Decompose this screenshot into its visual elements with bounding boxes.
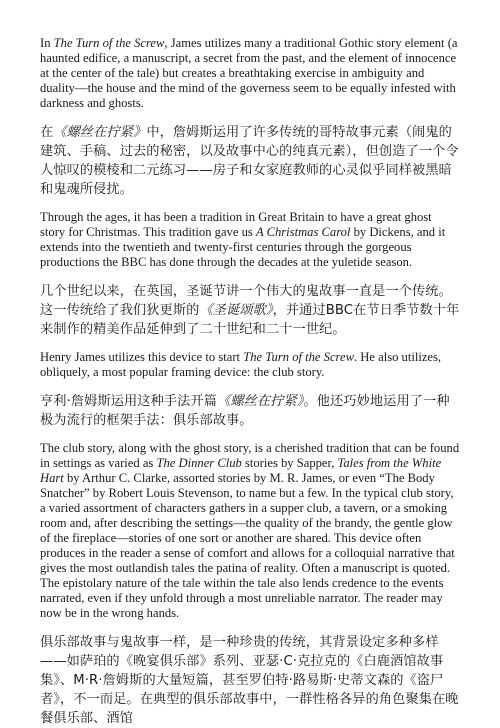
book-title: The Turn of the Screw (53, 36, 165, 50)
text-run: . He also utilizes, obliquely, a most popular framing device: the club story. (40, 350, 442, 379)
text-run: stories by Sapper, (241, 456, 338, 470)
paragraph-en-1 (40, 36, 460, 111)
paragraph-en-2 (40, 210, 460, 270)
paragraph-zh-4: 俱乐部故事与鬼故事一样，是一种珍贵的传统，其背景设定多种多样——如萨珀的《晚宴俱乐部》系列、亚瑟·C·克拉克的《白鹿酒馆故事集》、M·R·詹姆斯的大量短篇，甚至罗伯特·路易斯·史蒂文森的《盗尸者》，不一而足。在典型的俱乐部故事中，一群性格各异的角色聚集在晚餐俱乐部、酒馆 (40, 635, 459, 726)
text-run: Through the ages, it has been a tradition in Great Britain to have a great ghost story for Christmas. This tradition gave us (40, 210, 432, 239)
book-title: The Turn of the Screw (243, 350, 354, 364)
book-title: 《圣诞颂歌》 (199, 303, 273, 318)
text-run: The club story, along with the ghost story, is a cherished tradition that can be found in settings as varied as (40, 441, 460, 470)
book-title: A Christmas Carol (255, 225, 351, 239)
text-run: ，并通过BBC在节日季节数十年来制作的精美作品延伸到了二十世纪和二十一世纪。 (40, 303, 460, 337)
book-title: 《螺丝在拧紧》 (217, 394, 304, 409)
book-title: The Dinner Club (156, 456, 242, 470)
text-run: by Dickens, and it extends into the twentieth and twenty-first centuries through the gorgeous productions the BBC has done through the decades at the yuletide season. (40, 225, 446, 269)
text-run: Henry James utilizes this device to start (40, 350, 244, 364)
paragraph-en-4 (40, 441, 460, 621)
paragraph-zh-1 (40, 123, 460, 199)
text-run: 几个世纪以来，在英国，圣诞节讲一个伟大的鬼故事一直是一个传统。这一传统给了我们狄更斯的 (40, 284, 452, 318)
text-run: , James utilizes many a traditional Gothic story element (a haunted edifice, a manuscript, a secret from the past, and the element of innocence at the center of the tale) but creates a breathtaking exercise in ambiguity and duality—the house and the mind of the governess seem to be equally infested with darkness and ghosts. (40, 36, 458, 110)
book-title: Tales from the White Hart (40, 456, 442, 485)
paragraph-en-3 (40, 350, 460, 380)
text-run: 在 (40, 125, 54, 140)
paragraph-zh-3 (40, 392, 460, 430)
book-title: 《螺丝在拧紧》 (53, 125, 147, 140)
paragraph-zh-2 (40, 282, 460, 339)
text-run: 。他还巧妙地运用了一种极为流行的框架手法：俱乐部故事。 (40, 394, 450, 428)
text-run: by Arthur C. Clarke, assorted stories by M. R. James, or even “The Body Snatcher” by Robert Louis Stevenson, to name but a few. In the typical club story, a varied assortment of characters gathers in a supper club, a tavern, or a smoking room and, after describing the settings—the quality of the brandy, the gentle glow of the fireplace—stories of one sort or another are shared. This device often produces in the reader a sense of comfort and allows for a colloquial narrative that gives the most outlandish tales the patina of reality. Often a manuscript is quoted. The epistolary nature of the tale within the tale also lends credence to the events narrated, even if they unfold through a most unreliable narrator. The reader may now be in the wrong hands. (40, 471, 455, 620)
text-run: 中，詹姆斯运用了许多传统的哥特故事元素（闹鬼的建筑、手稿、过去的秘密，以及故事中心的纯真元素），但创造了一个令人惊叹的模棱和二元练习——房子和女家庭教师的心灵似乎同样被黑暗和鬼魂所侵扰。 (40, 125, 459, 197)
text-run: 亨利·詹姆斯运用这种手法开篇 (40, 394, 218, 409)
text-run: In (40, 36, 54, 50)
